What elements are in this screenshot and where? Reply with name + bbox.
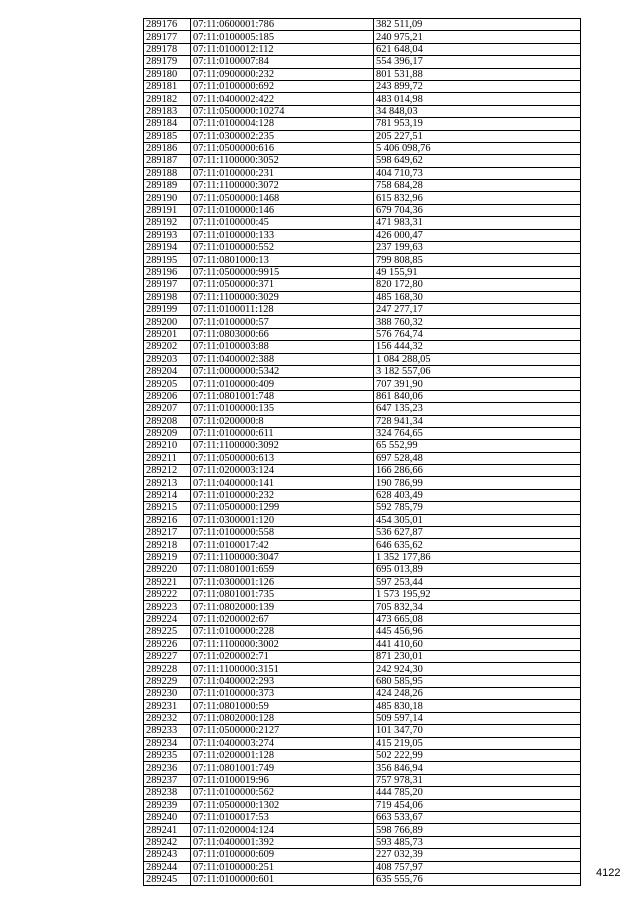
row-number-cell: 289199 — [144, 303, 191, 315]
cadastral-number-cell: 07:11:0500000:2127 — [191, 725, 374, 737]
cadastral-number-cell: 07:11:0801001:749 — [191, 762, 374, 774]
cadastral-value-cell: 680 585,95 — [374, 675, 581, 687]
cadastral-number-cell: 07:11:0801001:659 — [191, 564, 374, 576]
table-row — [144, 799, 581, 811]
cadastral-value-cell: 728 941,34 — [374, 415, 581, 427]
cadastral-value-cell: 598 649,62 — [374, 155, 581, 167]
cadastral-value-cell: 592 785,79 — [374, 502, 581, 514]
table-row — [144, 365, 581, 377]
table-row — [144, 105, 581, 117]
row-number-cell: 289183 — [144, 105, 191, 117]
row-number-cell: 289191 — [144, 204, 191, 216]
cadastral-number-cell: 07:11:0100011:128 — [191, 303, 374, 315]
cadastral-number-cell: 07:11:0500000:1302 — [191, 799, 374, 811]
row-number-cell: 289212 — [144, 465, 191, 477]
cadastral-value-cell: 356 846,94 — [374, 762, 581, 774]
row-number-cell: 289181 — [144, 80, 191, 92]
cadastral-value-cell: 502 222,99 — [374, 750, 581, 762]
cadastral-number-cell: 07:11:1100000:3002 — [191, 638, 374, 650]
table-row — [144, 576, 581, 588]
table-row — [144, 31, 581, 43]
row-number-cell: 289229 — [144, 675, 191, 687]
row-number-cell: 289204 — [144, 365, 191, 377]
table-row — [144, 353, 581, 365]
table-row — [144, 514, 581, 526]
row-number-cell: 289243 — [144, 849, 191, 861]
row-number-cell: 289214 — [144, 489, 191, 501]
row-number-cell: 289218 — [144, 539, 191, 551]
row-number-cell: 289239 — [144, 799, 191, 811]
cadastral-value-cell: 719 454,06 — [374, 799, 581, 811]
row-number-cell: 289190 — [144, 192, 191, 204]
cadastral-number-cell: 07:11:1100000:3092 — [191, 440, 374, 452]
table-row — [144, 564, 581, 576]
cadastral-value-cell: 3 182 557,06 — [374, 365, 581, 377]
cadastral-number-cell: 07:11:1100000:3047 — [191, 551, 374, 563]
row-number-cell: 289220 — [144, 564, 191, 576]
row-number-cell: 289206 — [144, 390, 191, 402]
table-row — [144, 477, 581, 489]
cadastral-number-cell: 07:11:0200004:124 — [191, 824, 374, 836]
table-row — [144, 465, 581, 477]
table-row — [144, 737, 581, 749]
cadastral-number-cell: 07:11:1100000:3072 — [191, 180, 374, 192]
cadastral-number-cell: 07:11:0300001:120 — [191, 514, 374, 526]
cadastral-value-cell: 861 840,06 — [374, 390, 581, 402]
row-number-cell: 289193 — [144, 229, 191, 241]
page-number: 4122 — [596, 867, 621, 879]
cadastral-value-table-body — [144, 19, 581, 886]
row-number-cell: 289186 — [144, 142, 191, 154]
row-number-cell: 289185 — [144, 130, 191, 142]
table-row — [144, 130, 581, 142]
cadastral-value-cell: 576 764,74 — [374, 328, 581, 340]
cadastral-value-cell: 473 665,08 — [374, 613, 581, 625]
table-row — [144, 217, 581, 229]
row-number-cell: 289227 — [144, 650, 191, 662]
cadastral-value-cell: 621 648,04 — [374, 43, 581, 55]
cadastral-number-cell: 07:11:0802000:128 — [191, 712, 374, 724]
cadastral-number-cell: 07:11:0100000:692 — [191, 80, 374, 92]
row-number-cell: 289210 — [144, 440, 191, 452]
cadastral-value-cell: 593 485,73 — [374, 836, 581, 848]
cadastral-number-cell: 07:11:0400001:392 — [191, 836, 374, 848]
cadastral-value-cell: 820 172,80 — [374, 279, 581, 291]
row-number-cell: 289225 — [144, 626, 191, 638]
row-number-cell: 289201 — [144, 328, 191, 340]
table-row — [144, 539, 581, 551]
cadastral-value-cell: 382 511,09 — [374, 19, 581, 31]
cadastral-number-cell: 07:11:1100000:3052 — [191, 155, 374, 167]
table-row — [144, 403, 581, 415]
cadastral-number-cell: 07:11:0100005:185 — [191, 31, 374, 43]
cadastral-number-cell: 07:11:0100000:601 — [191, 873, 374, 885]
table-row — [144, 836, 581, 848]
table-row — [144, 142, 581, 154]
row-number-cell: 289196 — [144, 266, 191, 278]
cadastral-number-cell: 07:11:0200002:67 — [191, 613, 374, 625]
table-row — [144, 663, 581, 675]
row-number-cell: 289242 — [144, 836, 191, 848]
cadastral-value-cell: 243 899,72 — [374, 80, 581, 92]
cadastral-value-cell: 628 403,49 — [374, 489, 581, 501]
cadastral-value-cell: 679 704,36 — [374, 204, 581, 216]
cadastral-number-cell: 07:11:0000000:5342 — [191, 365, 374, 377]
row-number-cell: 289192 — [144, 217, 191, 229]
cadastral-number-cell: 07:11:0600001:786 — [191, 19, 374, 31]
row-number-cell: 289222 — [144, 588, 191, 600]
row-number-cell: 289237 — [144, 774, 191, 786]
cadastral-number-cell: 07:11:0100000:552 — [191, 242, 374, 254]
cadastral-value-cell: 801 531,88 — [374, 68, 581, 80]
row-number-cell: 289219 — [144, 551, 191, 563]
cadastral-value-cell: 597 253,44 — [374, 576, 581, 588]
cadastral-value-cell: 471 983,31 — [374, 217, 581, 229]
cadastral-number-cell: 07:11:0300002:235 — [191, 130, 374, 142]
cadastral-number-cell: 07:11:1100000:3029 — [191, 291, 374, 303]
cadastral-value-cell: 1 352 177,86 — [374, 551, 581, 563]
table-row — [144, 80, 581, 92]
table-row — [144, 750, 581, 762]
table-row — [144, 167, 581, 179]
cadastral-value-cell: 441 410,60 — [374, 638, 581, 650]
cadastral-number-cell: 07:11:0100000:251 — [191, 861, 374, 873]
row-number-cell: 289179 — [144, 56, 191, 68]
row-number-cell: 289217 — [144, 527, 191, 539]
cadastral-number-cell: 07:11:0500000:10274 — [191, 105, 374, 117]
cadastral-number-cell: 07:11:0100000:133 — [191, 229, 374, 241]
cadastral-number-cell: 07:11:0500000:9915 — [191, 266, 374, 278]
row-number-cell: 289207 — [144, 403, 191, 415]
cadastral-value-cell: 757 978,31 — [374, 774, 581, 786]
table-row — [144, 774, 581, 786]
table-row — [144, 638, 581, 650]
cadastral-value-cell: 408 757,97 — [374, 861, 581, 873]
cadastral-value-cell: 415 219,05 — [374, 737, 581, 749]
table-row — [144, 824, 581, 836]
table-row — [144, 93, 581, 105]
row-number-cell: 289231 — [144, 700, 191, 712]
cadastral-value-cell: 509 597,14 — [374, 712, 581, 724]
table-row — [144, 229, 581, 241]
cadastral-number-cell: 07:11:0100000:135 — [191, 403, 374, 415]
row-number-cell: 289178 — [144, 43, 191, 55]
cadastral-number-cell: 07:11:0100000:611 — [191, 427, 374, 439]
cadastral-value-cell: 166 286,66 — [374, 465, 581, 477]
cadastral-value-cell: 445 456,96 — [374, 626, 581, 638]
cadastral-value-cell: 324 764,65 — [374, 427, 581, 439]
cadastral-number-cell: 07:11:0200003:124 — [191, 465, 374, 477]
table-row — [144, 204, 581, 216]
row-number-cell: 289233 — [144, 725, 191, 737]
cadastral-number-cell: 07:11:0100012:112 — [191, 43, 374, 55]
cadastral-number-cell: 07:11:0801001:748 — [191, 390, 374, 402]
row-number-cell: 289202 — [144, 341, 191, 353]
cadastral-value-cell: 536 627,87 — [374, 527, 581, 539]
cadastral-number-cell: 07:11:0100000:562 — [191, 787, 374, 799]
cadastral-value-cell: 598 766,89 — [374, 824, 581, 836]
row-number-cell: 289188 — [144, 167, 191, 179]
row-number-cell: 289241 — [144, 824, 191, 836]
row-number-cell: 289232 — [144, 712, 191, 724]
cadastral-number-cell: 07:11:0100000:45 — [191, 217, 374, 229]
cadastral-number-cell: 07:11:0100000:231 — [191, 167, 374, 179]
table-row — [144, 279, 581, 291]
table-row — [144, 762, 581, 774]
cadastral-number-cell: 07:11:0100017:53 — [191, 812, 374, 824]
cadastral-number-cell: 07:11:0100000:146 — [191, 204, 374, 216]
table-row — [144, 551, 581, 563]
cadastral-value-cell: 190 786,99 — [374, 477, 581, 489]
row-number-cell: 289216 — [144, 514, 191, 526]
table-row — [144, 56, 581, 68]
cadastral-number-cell: 07:11:0801001:735 — [191, 588, 374, 600]
cadastral-number-cell: 07:11:0100000:558 — [191, 527, 374, 539]
row-number-cell: 289182 — [144, 93, 191, 105]
cadastral-value-cell: 485 830,18 — [374, 700, 581, 712]
cadastral-value-cell: 758 684,28 — [374, 180, 581, 192]
table-row — [144, 626, 581, 638]
cadastral-value-cell: 646 635,62 — [374, 539, 581, 551]
row-number-cell: 289211 — [144, 452, 191, 464]
cadastral-value-cell: 483 014,98 — [374, 93, 581, 105]
cadastral-number-cell: 07:11:0100000:373 — [191, 688, 374, 700]
cadastral-value-cell: 871 230,01 — [374, 650, 581, 662]
table-row — [144, 303, 581, 315]
row-number-cell: 289209 — [144, 427, 191, 439]
cadastral-value-cell: 454 305,01 — [374, 514, 581, 526]
cadastral-value-cell: 34 848,03 — [374, 105, 581, 117]
cadastral-value-cell: 799 808,85 — [374, 254, 581, 266]
row-number-cell: 289244 — [144, 861, 191, 873]
cadastral-number-cell: 07:11:0400002:388 — [191, 353, 374, 365]
row-number-cell: 289224 — [144, 613, 191, 625]
cadastral-number-cell: 07:11:0100000:232 — [191, 489, 374, 501]
row-number-cell: 289228 — [144, 663, 191, 675]
table-row — [144, 725, 581, 737]
cadastral-value-cell: 707 391,90 — [374, 378, 581, 390]
row-number-cell: 289194 — [144, 242, 191, 254]
cadastral-value-cell: 49 155,91 — [374, 266, 581, 278]
cadastral-value-cell: 647 135,23 — [374, 403, 581, 415]
cadastral-value-cell: 554 396,17 — [374, 56, 581, 68]
table-row — [144, 712, 581, 724]
table-row — [144, 118, 581, 130]
table-row — [144, 378, 581, 390]
cadastral-value-cell: 485 168,30 — [374, 291, 581, 303]
table-row — [144, 192, 581, 204]
cadastral-value-cell: 781 953,19 — [374, 118, 581, 130]
cadastral-number-cell: 07:11:0100004:128 — [191, 118, 374, 130]
cadastral-number-cell: 07:11:0100000:57 — [191, 316, 374, 328]
cadastral-value-cell: 635 555,76 — [374, 873, 581, 885]
cadastral-number-cell: 07:11:0100003:88 — [191, 341, 374, 353]
cadastral-value-cell: 205 227,51 — [374, 130, 581, 142]
row-number-cell: 289221 — [144, 576, 191, 588]
cadastral-number-cell: 07:11:0400000:141 — [191, 477, 374, 489]
cadastral-number-cell: 07:11:1100000:3151 — [191, 663, 374, 675]
table-row — [144, 650, 581, 662]
table-row — [144, 68, 581, 80]
table-row — [144, 341, 581, 353]
cadastral-value-table — [143, 18, 581, 886]
cadastral-value-cell: 695 013,89 — [374, 564, 581, 576]
table-row — [144, 254, 581, 266]
table-row — [144, 489, 581, 501]
row-number-cell: 289215 — [144, 502, 191, 514]
table-row — [144, 415, 581, 427]
cadastral-value-cell: 5 406 098,76 — [374, 142, 581, 154]
cadastral-number-cell: 07:11:0300001:126 — [191, 576, 374, 588]
cadastral-value-cell: 388 760,32 — [374, 316, 581, 328]
row-number-cell: 289176 — [144, 19, 191, 31]
table-row — [144, 873, 581, 885]
cadastral-value-cell: 705 832,34 — [374, 601, 581, 613]
table-row — [144, 502, 581, 514]
table-row — [144, 688, 581, 700]
row-number-cell: 289235 — [144, 750, 191, 762]
table-row — [144, 787, 581, 799]
cadastral-number-cell: 07:11:0801000:59 — [191, 700, 374, 712]
table-row — [144, 588, 581, 600]
table-row — [144, 861, 581, 873]
table-row — [144, 242, 581, 254]
cadastral-value-cell: 1 573 195,92 — [374, 588, 581, 600]
row-number-cell: 289195 — [144, 254, 191, 266]
row-number-cell: 289230 — [144, 688, 191, 700]
table-row — [144, 452, 581, 464]
cadastral-number-cell: 07:11:0200000:8 — [191, 415, 374, 427]
cadastral-number-cell: 07:11:0500000:1299 — [191, 502, 374, 514]
table-row — [144, 291, 581, 303]
row-number-cell: 289245 — [144, 873, 191, 885]
cadastral-number-cell: 07:11:0100007:84 — [191, 56, 374, 68]
table-row — [144, 155, 581, 167]
cadastral-number-cell: 07:11:0200001:128 — [191, 750, 374, 762]
cadastral-value-cell: 615 832,96 — [374, 192, 581, 204]
row-number-cell: 289238 — [144, 787, 191, 799]
table-row — [144, 613, 581, 625]
cadastral-value-cell: 65 552,99 — [374, 440, 581, 452]
table-row — [144, 266, 581, 278]
row-number-cell: 289226 — [144, 638, 191, 650]
cadastral-value-cell: 426 000,47 — [374, 229, 581, 241]
cadastral-value-cell: 101 347,70 — [374, 725, 581, 737]
row-number-cell: 289184 — [144, 118, 191, 130]
row-number-cell: 289208 — [144, 415, 191, 427]
row-number-cell: 289198 — [144, 291, 191, 303]
cadastral-number-cell: 07:11:0100000:609 — [191, 849, 374, 861]
table-row — [144, 601, 581, 613]
cadastral-number-cell: 07:11:0500000:371 — [191, 279, 374, 291]
cadastral-number-cell: 07:11:0803000:66 — [191, 328, 374, 340]
cadastral-number-cell: 07:11:0400003:274 — [191, 737, 374, 749]
cadastral-value-cell: 424 248,26 — [374, 688, 581, 700]
row-number-cell: 289189 — [144, 180, 191, 192]
row-number-cell: 289187 — [144, 155, 191, 167]
row-number-cell: 289200 — [144, 316, 191, 328]
table-row — [144, 527, 581, 539]
cadastral-number-cell: 07:11:0801000:13 — [191, 254, 374, 266]
table-row — [144, 19, 581, 31]
cadastral-number-cell: 07:11:0100017:42 — [191, 539, 374, 551]
cadastral-value-cell: 247 277,17 — [374, 303, 581, 315]
cadastral-number-cell: 07:11:0100000:409 — [191, 378, 374, 390]
row-number-cell: 289197 — [144, 279, 191, 291]
cadastral-number-cell: 07:11:0500000:613 — [191, 452, 374, 464]
table-row — [144, 700, 581, 712]
table-row — [144, 180, 581, 192]
row-number-cell: 289213 — [144, 477, 191, 489]
row-number-cell: 289240 — [144, 812, 191, 824]
cadastral-value-cell: 240 975,21 — [374, 31, 581, 43]
cadastral-value-cell: 242 924,30 — [374, 663, 581, 675]
cadastral-number-cell: 07:11:0500000:1468 — [191, 192, 374, 204]
cadastral-value-cell: 237 199,63 — [374, 242, 581, 254]
cadastral-value-cell: 663 533,67 — [374, 812, 581, 824]
row-number-cell: 289203 — [144, 353, 191, 365]
row-number-cell: 289180 — [144, 68, 191, 80]
table-row — [144, 440, 581, 452]
cadastral-number-cell: 07:11:0500000:616 — [191, 142, 374, 154]
cadastral-value-cell: 444 785,20 — [374, 787, 581, 799]
table-row — [144, 328, 581, 340]
table-row — [144, 812, 581, 824]
table-row — [144, 390, 581, 402]
cadastral-value-cell: 227 032,39 — [374, 849, 581, 861]
table-row — [144, 43, 581, 55]
row-number-cell: 289223 — [144, 601, 191, 613]
cadastral-value-cell: 697 528,48 — [374, 452, 581, 464]
cadastral-number-cell: 07:11:0400002:422 — [191, 93, 374, 105]
cadastral-value-cell: 404 710,73 — [374, 167, 581, 179]
row-number-cell: 289234 — [144, 737, 191, 749]
row-number-cell: 289205 — [144, 378, 191, 390]
cadastral-number-cell: 07:11:0400002:293 — [191, 675, 374, 687]
cadastral-number-cell: 07:11:0100019:96 — [191, 774, 374, 786]
cadastral-number-cell: 07:11:0100000:228 — [191, 626, 374, 638]
cadastral-number-cell: 07:11:0900000:232 — [191, 68, 374, 80]
table-row — [144, 316, 581, 328]
table-row — [144, 849, 581, 861]
cadastral-value-cell: 156 444,32 — [374, 341, 581, 353]
table-row — [144, 675, 581, 687]
row-number-cell: 289236 — [144, 762, 191, 774]
cadastral-number-cell: 07:11:0200002:71 — [191, 650, 374, 662]
cadastral-number-cell: 07:11:0802000:139 — [191, 601, 374, 613]
cadastral-value-cell: 1 084 288,05 — [374, 353, 581, 365]
table-row — [144, 427, 581, 439]
row-number-cell: 289177 — [144, 31, 191, 43]
